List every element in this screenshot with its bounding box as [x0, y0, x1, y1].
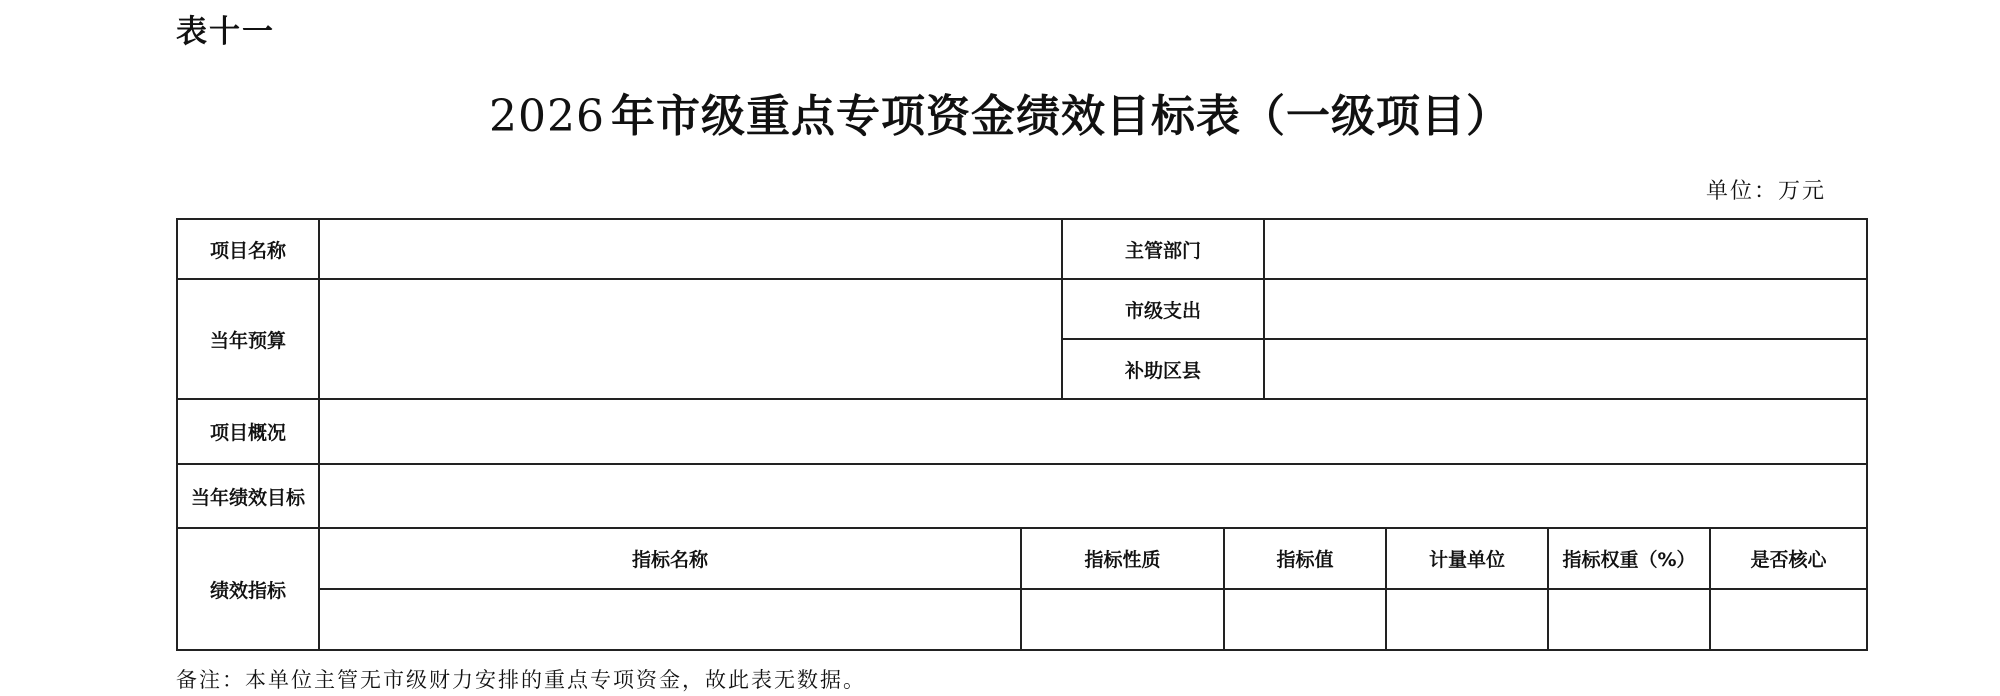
- city-expense-label: 市级支出: [1062, 279, 1264, 339]
- indicator-header-value: 指标值: [1224, 528, 1386, 589]
- budget-value: [319, 279, 1062, 399]
- overview-value: [319, 399, 1867, 464]
- title-year: 2026: [489, 91, 605, 142]
- page-title: [0, 80, 2000, 144]
- table-row: [177, 219, 1867, 279]
- department-label: 主管部门: [1062, 219, 1264, 279]
- indicator-cell-value: [1224, 589, 1386, 650]
- project-name-value: [319, 219, 1062, 279]
- table-row: [177, 399, 1867, 464]
- footnote: 备注：本单位主管无市级财力安排的重点专项资金，故此表无数据。: [176, 668, 866, 692]
- goal-label: 当年绩效目标: [177, 464, 319, 528]
- city-expense-value: [1264, 279, 1867, 339]
- indicator-header-unit: 计量单位: [1386, 528, 1548, 589]
- indicator-cell-name: [319, 589, 1021, 650]
- goal-value: [319, 464, 1867, 528]
- indicator-cell-weight: [1548, 589, 1710, 650]
- district-subsidy-label: 补助区县: [1062, 339, 1264, 399]
- indicator-header-weight: 指标权重（%）: [1548, 528, 1710, 589]
- indicator-cell-nature: [1021, 589, 1224, 650]
- department-value: [1264, 219, 1867, 279]
- budget-label: 当年预算: [177, 279, 319, 399]
- unit-label: 单位：万元: [1705, 179, 1826, 204]
- indicator-cell-unit: [1386, 589, 1548, 650]
- indicator-cell-core: [1710, 589, 1867, 650]
- indicator-header-core: 是否核心: [1710, 528, 1867, 589]
- overview-label: 项目概况: [177, 399, 319, 464]
- title-text: 年市级重点专项资金绩效目标表（一级项目）: [610, 91, 1511, 142]
- indicator-header-nature: 指标性质: [1021, 528, 1224, 589]
- table-row: [177, 528, 1867, 589]
- table-row: [177, 464, 1867, 528]
- performance-goal-table: [176, 218, 1868, 651]
- table-row: [177, 279, 1867, 339]
- indicator-label: 绩效指标: [177, 528, 319, 650]
- indicator-header-name: 指标名称: [319, 528, 1021, 589]
- project-name-label: 项目名称: [177, 219, 319, 279]
- table-row: [177, 589, 1867, 650]
- district-subsidy-value: [1264, 339, 1867, 399]
- table-number: 表十一: [176, 14, 275, 50]
